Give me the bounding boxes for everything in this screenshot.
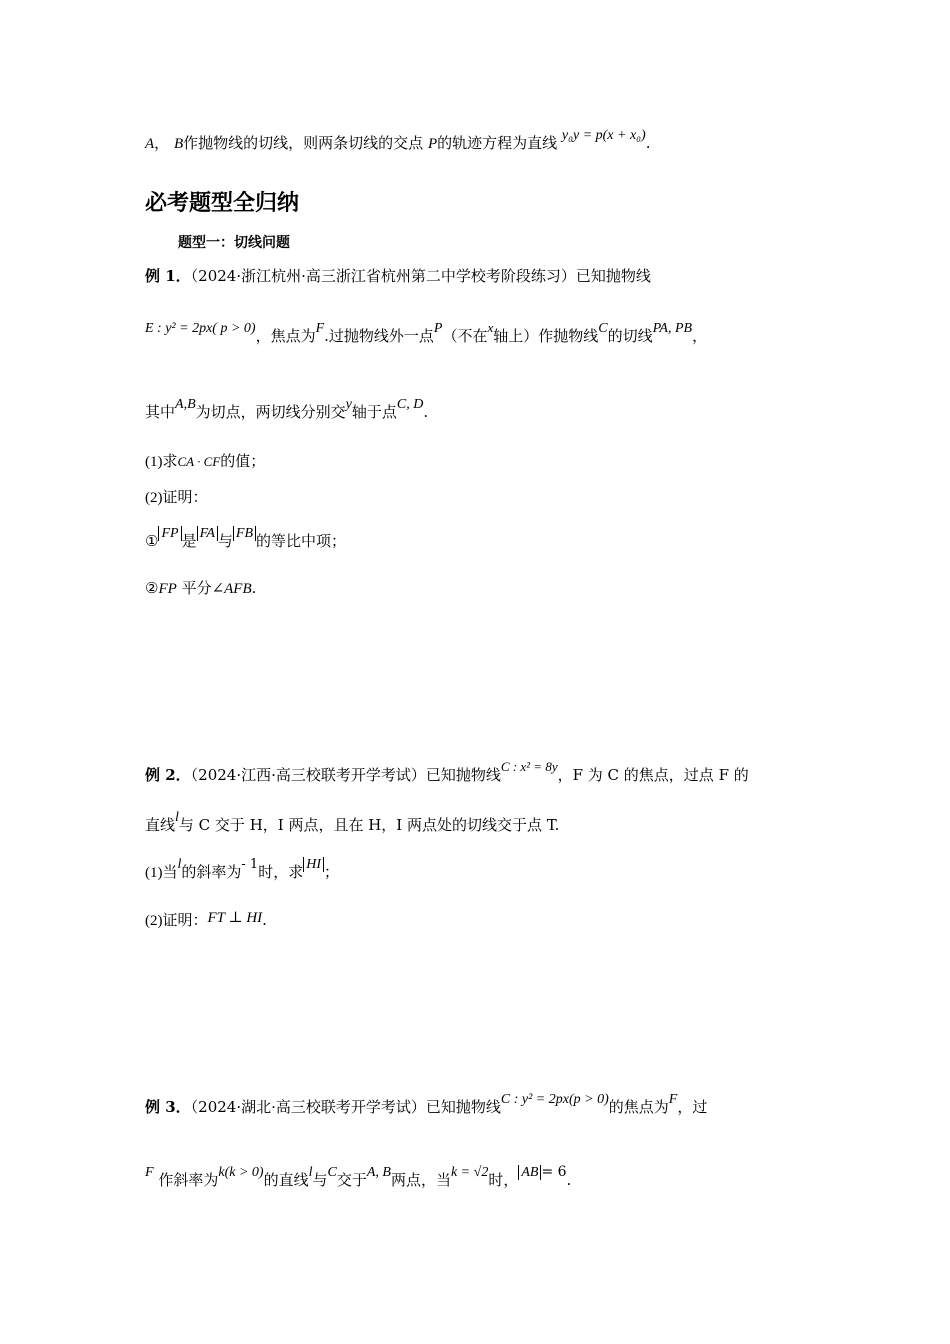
comma: ， bbox=[154, 134, 170, 152]
text: ； bbox=[324, 863, 340, 881]
q2-label: (2)证明： bbox=[145, 913, 208, 929]
ex1-parabola-eq: E : y² = 2px( p > 0) bbox=[145, 321, 256, 336]
focus-f: F bbox=[145, 1165, 154, 1180]
line-l: l bbox=[177, 857, 182, 872]
text: 时， bbox=[488, 1171, 519, 1189]
ex3-header bbox=[145, 1092, 708, 1119]
text: 作斜率为 bbox=[158, 1171, 219, 1189]
abs-hi: HI bbox=[303, 857, 324, 872]
text: . bbox=[423, 403, 429, 421]
text: ，焦点为 bbox=[255, 327, 316, 345]
ex3-line2 bbox=[145, 1164, 572, 1192]
section-title: 必考题型全归纳 bbox=[145, 191, 300, 216]
text: 与 C 交于 H，I 两点，且在 H，I 两点处的切线交于点 T. bbox=[178, 816, 560, 834]
text: 其中 bbox=[145, 403, 176, 421]
q1-label: (1)求 bbox=[145, 454, 178, 470]
point-p: P bbox=[433, 321, 443, 336]
ex1-q2 bbox=[145, 487, 208, 508]
text: 平分 bbox=[181, 579, 212, 597]
intro-line bbox=[145, 128, 651, 155]
text: . bbox=[566, 1171, 572, 1189]
ex1-q2b bbox=[145, 578, 256, 599]
intro-text-2: 的轨迹方程为直线 bbox=[437, 134, 558, 152]
ex1-label: 例 1． bbox=[145, 267, 191, 285]
abs-fp: FP bbox=[158, 526, 181, 541]
dot-product-expr: CA · CF bbox=[177, 454, 221, 469]
text: 直线 bbox=[145, 816, 176, 834]
segment-fp: FP bbox=[158, 581, 177, 597]
points-ab: A, B bbox=[366, 1165, 391, 1180]
text: .过抛物线外一点 bbox=[324, 327, 434, 345]
focus-f: F bbox=[315, 321, 325, 336]
text: ， bbox=[692, 327, 708, 345]
text: 的斜率为 bbox=[181, 863, 242, 881]
ex1-line2 bbox=[145, 320, 708, 348]
ex2-parabola-eq: C : x² = 8y bbox=[500, 759, 558, 774]
text: 与 bbox=[312, 1171, 328, 1189]
text: 与 bbox=[217, 532, 233, 550]
abs-ab: AB bbox=[518, 1165, 541, 1180]
slope-value: - 1 bbox=[241, 857, 259, 872]
abs-fa: FA bbox=[197, 526, 218, 541]
ex1-source: （2024·浙江杭州·高三浙江省杭州第二中学校考阶段练习）已知抛物线 bbox=[190, 267, 651, 285]
ex2-header bbox=[145, 759, 749, 786]
ex3-parabola-eq: C : y² = 2px(p > 0) bbox=[500, 1092, 609, 1107]
ex3-label: 例 3． bbox=[145, 1098, 191, 1116]
line-l: l bbox=[308, 1165, 313, 1180]
directrix-equation: y₀y = p(x + x₀) bbox=[561, 128, 646, 143]
text: 时，求 bbox=[258, 863, 304, 881]
subsection-title: 题型一：切线问题 bbox=[178, 235, 290, 251]
text: 的焦点为 bbox=[608, 1098, 669, 1116]
text: 轴上）作抛物线 bbox=[493, 327, 599, 345]
ex2-line2 bbox=[145, 810, 560, 837]
text: ，过 bbox=[677, 1098, 708, 1116]
text: 交于 bbox=[336, 1171, 367, 1189]
slope-k: k(k > 0) bbox=[218, 1165, 264, 1180]
ex1-line3 bbox=[145, 397, 429, 424]
ex2-q1 bbox=[145, 857, 340, 884]
q1-label: (1)当 bbox=[145, 865, 178, 881]
text: 轴于点 bbox=[351, 403, 397, 421]
tangent-points: A,B bbox=[175, 397, 196, 412]
intro-end: . bbox=[645, 134, 651, 152]
q2-label: (2)证明： bbox=[145, 490, 208, 506]
point-a: A bbox=[145, 136, 155, 152]
curve-c: C bbox=[327, 1165, 337, 1180]
text: 的直线 bbox=[263, 1171, 309, 1189]
points-cd: C, D bbox=[396, 397, 424, 412]
k-value: k = √2 bbox=[450, 1165, 489, 1180]
text: ，F 为 C 的焦点，过点 F 的 bbox=[557, 766, 749, 784]
point-b: B bbox=[173, 136, 184, 152]
axis-x: x bbox=[487, 320, 494, 335]
text: 的值； bbox=[220, 452, 266, 470]
ex1-q1 bbox=[145, 451, 265, 472]
intro-text: 作抛物线的切线，则两条切线的交点 bbox=[183, 134, 424, 152]
focus-f: F bbox=[668, 1092, 678, 1107]
ab-length: = 6 bbox=[541, 1164, 567, 1180]
ex2-q2 bbox=[145, 910, 267, 931]
text: 两点，当 bbox=[390, 1171, 451, 1189]
ex1-header bbox=[145, 266, 651, 286]
ex3-source: （2024·湖北·高三校联考开学考试）已知抛物线 bbox=[190, 1098, 501, 1116]
abs-fb: FB bbox=[233, 526, 256, 541]
point-p: P bbox=[427, 136, 438, 152]
perpendicular-expr: FT ⊥ HI bbox=[207, 910, 263, 926]
curve-c: C bbox=[598, 321, 608, 336]
circled-1: ① bbox=[145, 532, 159, 550]
text: 的等比中项； bbox=[256, 532, 347, 550]
text: 为切点，两切线分别交 bbox=[195, 403, 346, 421]
circled-2: ② bbox=[145, 579, 159, 597]
tangent-lines: PA, PB bbox=[652, 321, 693, 336]
text: 是 bbox=[181, 532, 197, 550]
angle-afb: ∠AFB bbox=[211, 581, 252, 597]
text: . bbox=[251, 579, 257, 597]
axis-y: y bbox=[345, 397, 352, 412]
line-l: l bbox=[175, 810, 179, 825]
text: . bbox=[262, 911, 267, 929]
ex2-label: 例 2． bbox=[145, 766, 191, 784]
text: 的切线 bbox=[607, 327, 653, 345]
text: （不在 bbox=[442, 327, 488, 345]
ex2-source: （2024·江西·高三校联考开学考试）已知抛物线 bbox=[190, 766, 501, 784]
ex1-q2a bbox=[145, 526, 347, 553]
